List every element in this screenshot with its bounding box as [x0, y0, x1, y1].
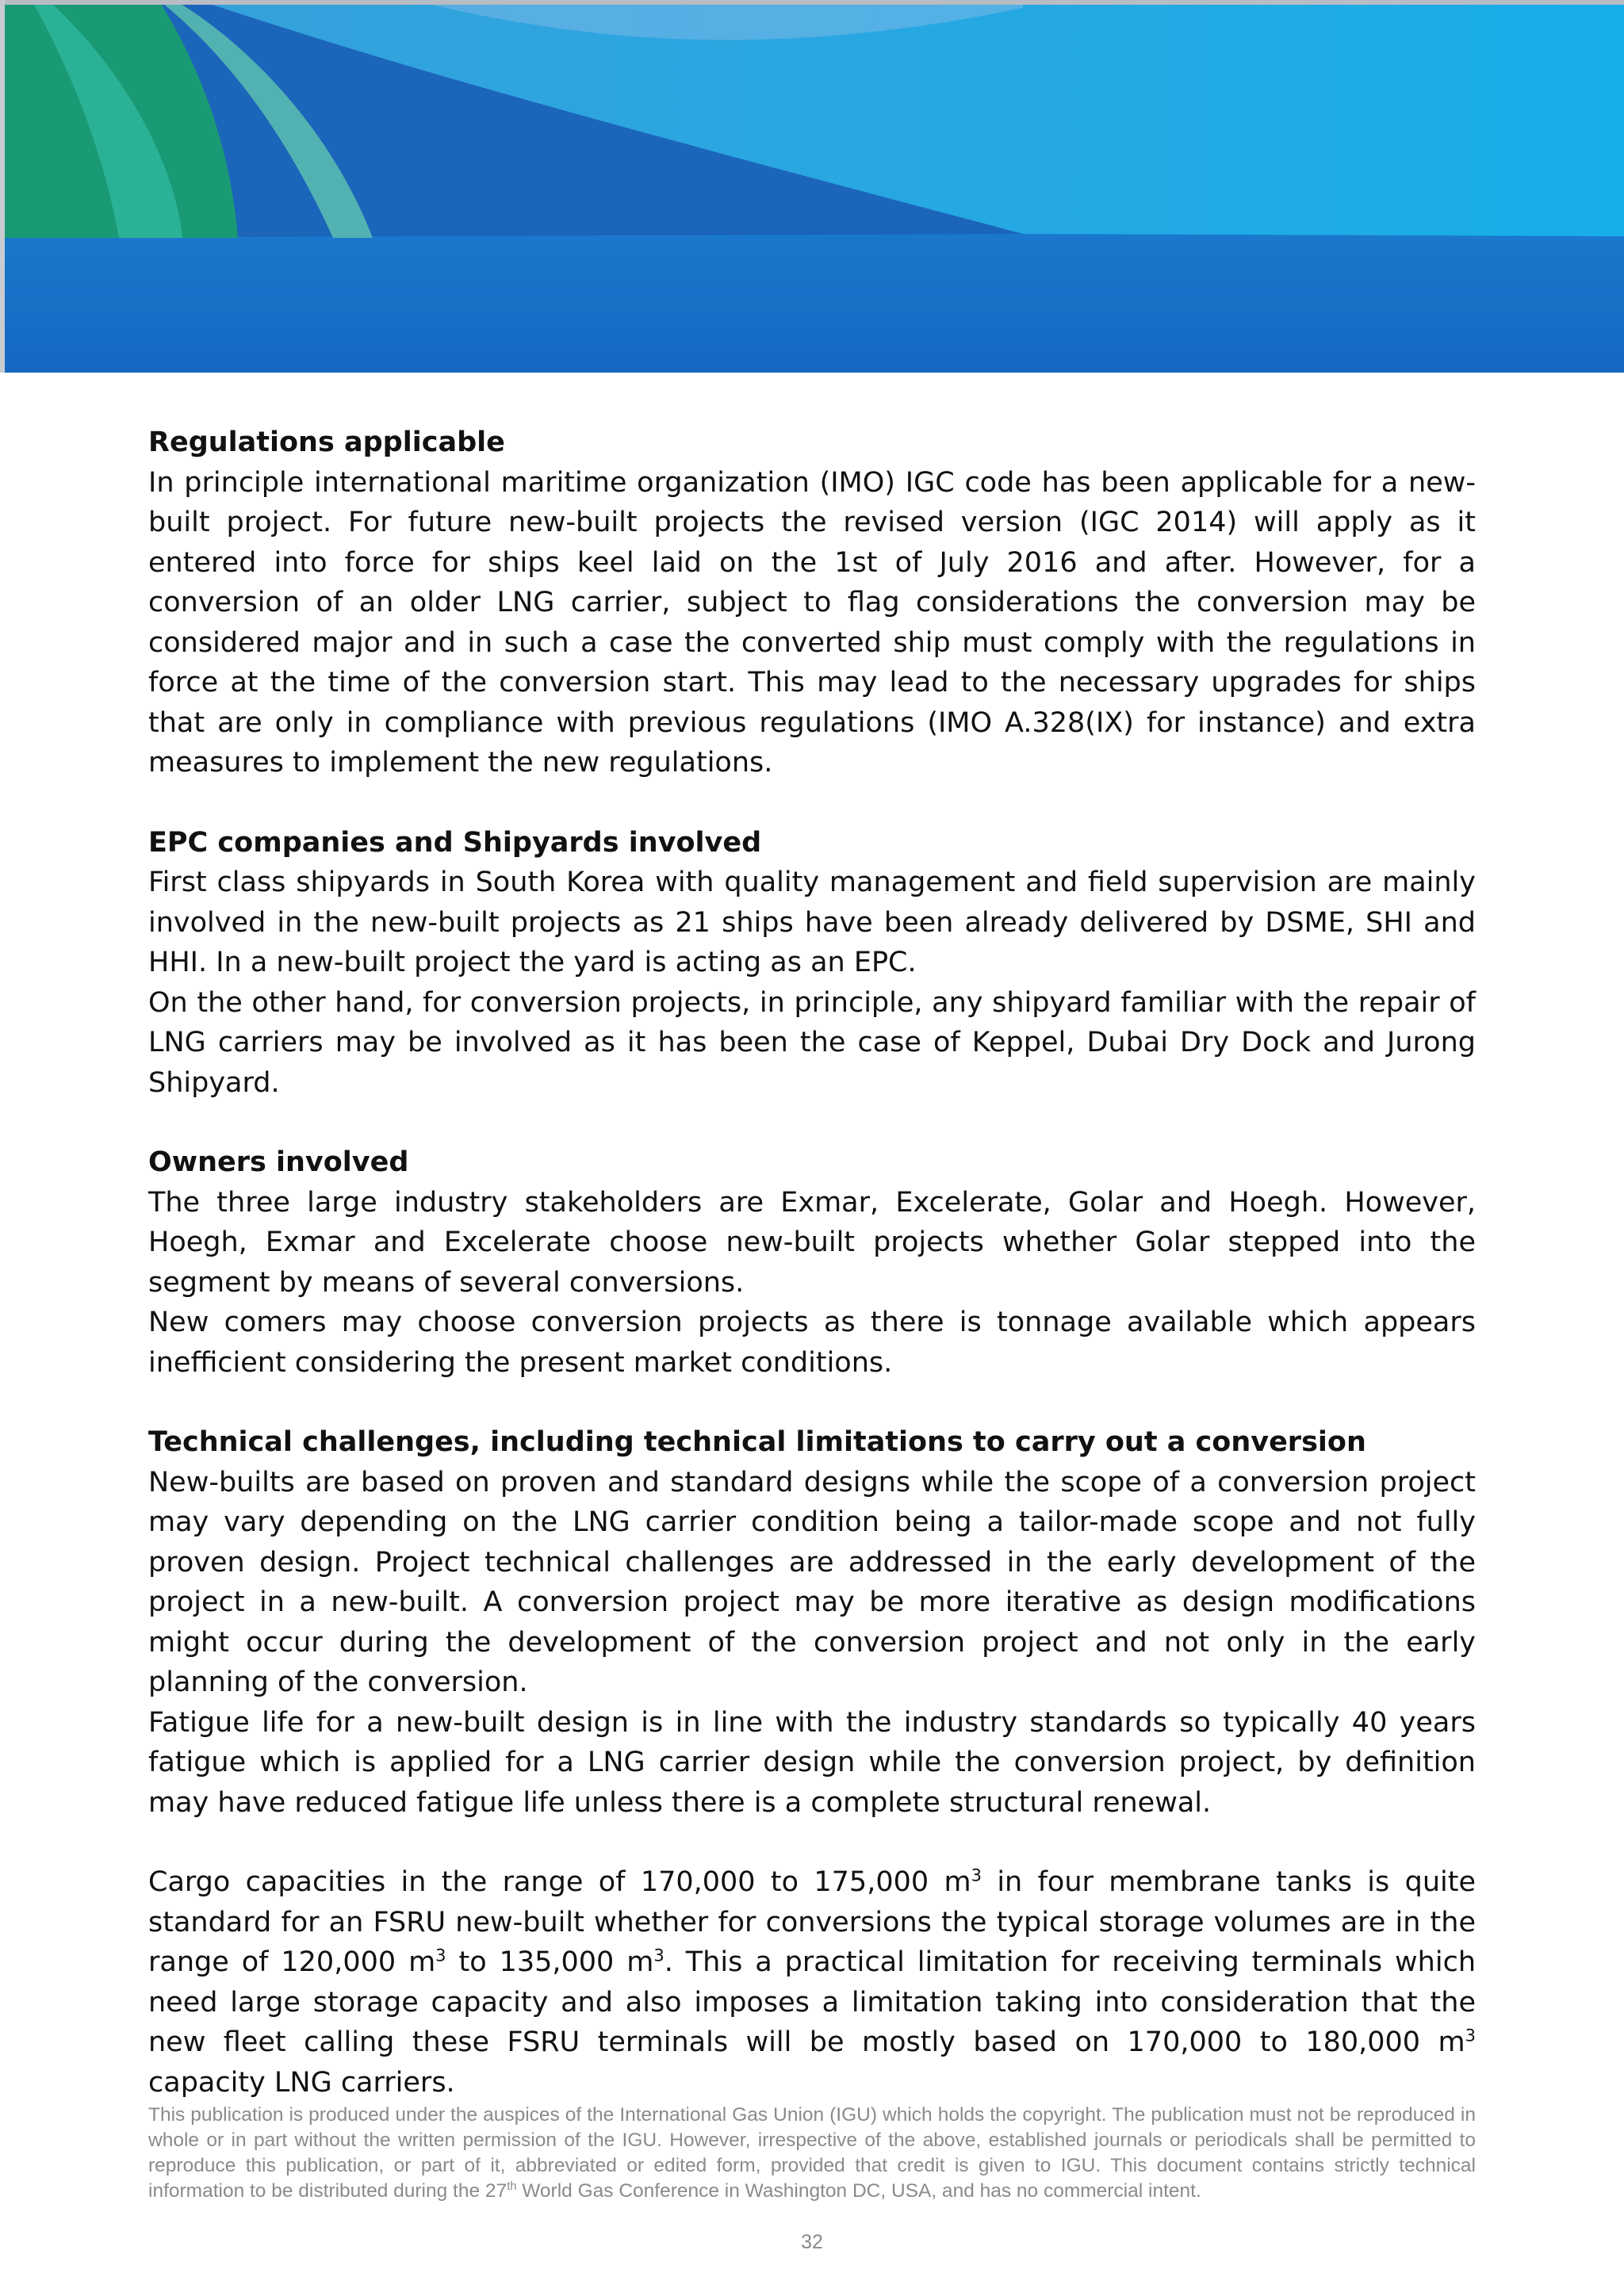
paragraph: New-builts are based on proven and standard designs while the scope of a conversion project may vary depending on the LNG carrier condition being a tailor-made scope and not fully proven design. Project technical challenges are addressed in the early development of the project in a new-built. A conversion project may be more iterative as design modifications might occur during the development of the conversion project and not only in the early planning of the conversion. — [148, 1466, 1476, 1698]
section-heading: Technical challenges, including technical limitations to carry out a conversion — [148, 1426, 1366, 1458]
copyright-notice: This publication is produced under the auspices of the International Gas Union (IGU) which holds the copyright. The publication must not be reproduced in whole or in part without the written permission of the IGU. However, irrespective of the above, established journals or periodicals shall be permitted to reproduce this publication, or part of it, abbreviated or edited form, provided that credit is given to IGU. This document contains strictly technical information to be distributed during the 27th World Gas Conference in Washington DC, USA, and has no commercial intent. — [148, 2104, 1476, 2202]
paragraph: First class shipyards in South Korea with quality management and field supervision are mainly involved in the new-built projects as 21 ships have been already delivered by DSME, SHI and HHI. In a new-built project the yard is acting as an EPC. — [148, 867, 1476, 978]
paragraph: New comers may choose conversion projects as there is tonnage available which appears inefficient considering the present market conditions. — [148, 1307, 1476, 1379]
section-epc-shipyards — [148, 823, 1476, 1104]
section-owners — [148, 1142, 1476, 1383]
paragraph: In principle international maritime organization (IMO) IGC code has been applicable for a new-built project. For future new-built projects the revised version (IGC 2014) will apply as it entered into force for ships keel laid on the 1st of July 2016 and after. However, for a conversion of an older LNG carrier, subject to flag considerations the conversion may be considered major and in such a case the converted ship must comply with the regulations in force at the time of the conversion start. This may lead to the necessary upgrades for ships that are only in compliance with previous regulations (IMO A.328(IX) for instance) and extra measures to implement the new regulations. — [148, 466, 1476, 779]
wave-banner-graphic — [0, 0, 1624, 373]
section-cargo-capacities — [148, 1862, 1476, 2103]
paragraph: The three large industry stakeholders are Exmar, Excelerate, Golar and Hoegh. However, Hoegh, Exmar and Excelerate choose new-built projects whether Golar stepped into the segment by means of several conversions. — [148, 1186, 1476, 1299]
section-heading: EPC companies and Shipyards involved — [148, 826, 762, 859]
page-number: 32 — [801, 2231, 823, 2253]
paragraph: On the other hand, for conversion projects, in principle, any shipyard familiar with the repair of LNG carriers may be involved as it has been the case of Keppel, Dubai Dry Dock and Jurong Shipyard. — [148, 986, 1476, 1099]
section-heading: Regulations applicable — [148, 427, 505, 458]
section-heading: Owners involved — [148, 1146, 409, 1178]
section-regulations — [148, 423, 1476, 783]
paragraph: Fatigue life for a new-built design is in line with the industry standards so typically 40 years fatigue which is applied for a LNG carrier design while the conversion project, by definition may have reduced fatigue life unless there is a complete structural renewal. — [148, 1706, 1476, 1819]
document-body — [148, 423, 1476, 2142]
paragraph: Cargo capacities in the range of 170,000 to 175,000 $m^3$ in four membrane tanks is quite standard for an FSRU new-built whether for conversions the typical storage volumes are in the range of 120,000 $m^3$ to 135,000 $m^3$. This a practical limitation for receiving terminals which need large storage capacity and also imposes a limitation taking into consideration that the new fleet calling these FSRU terminals will be mostly based on 170,000 to 180,000 $m^3$ capacity LNG carriers. — [148, 1866, 1477, 2099]
section-technical-challenges — [148, 1422, 1476, 1823]
header-banner — [0, 0, 1624, 373]
